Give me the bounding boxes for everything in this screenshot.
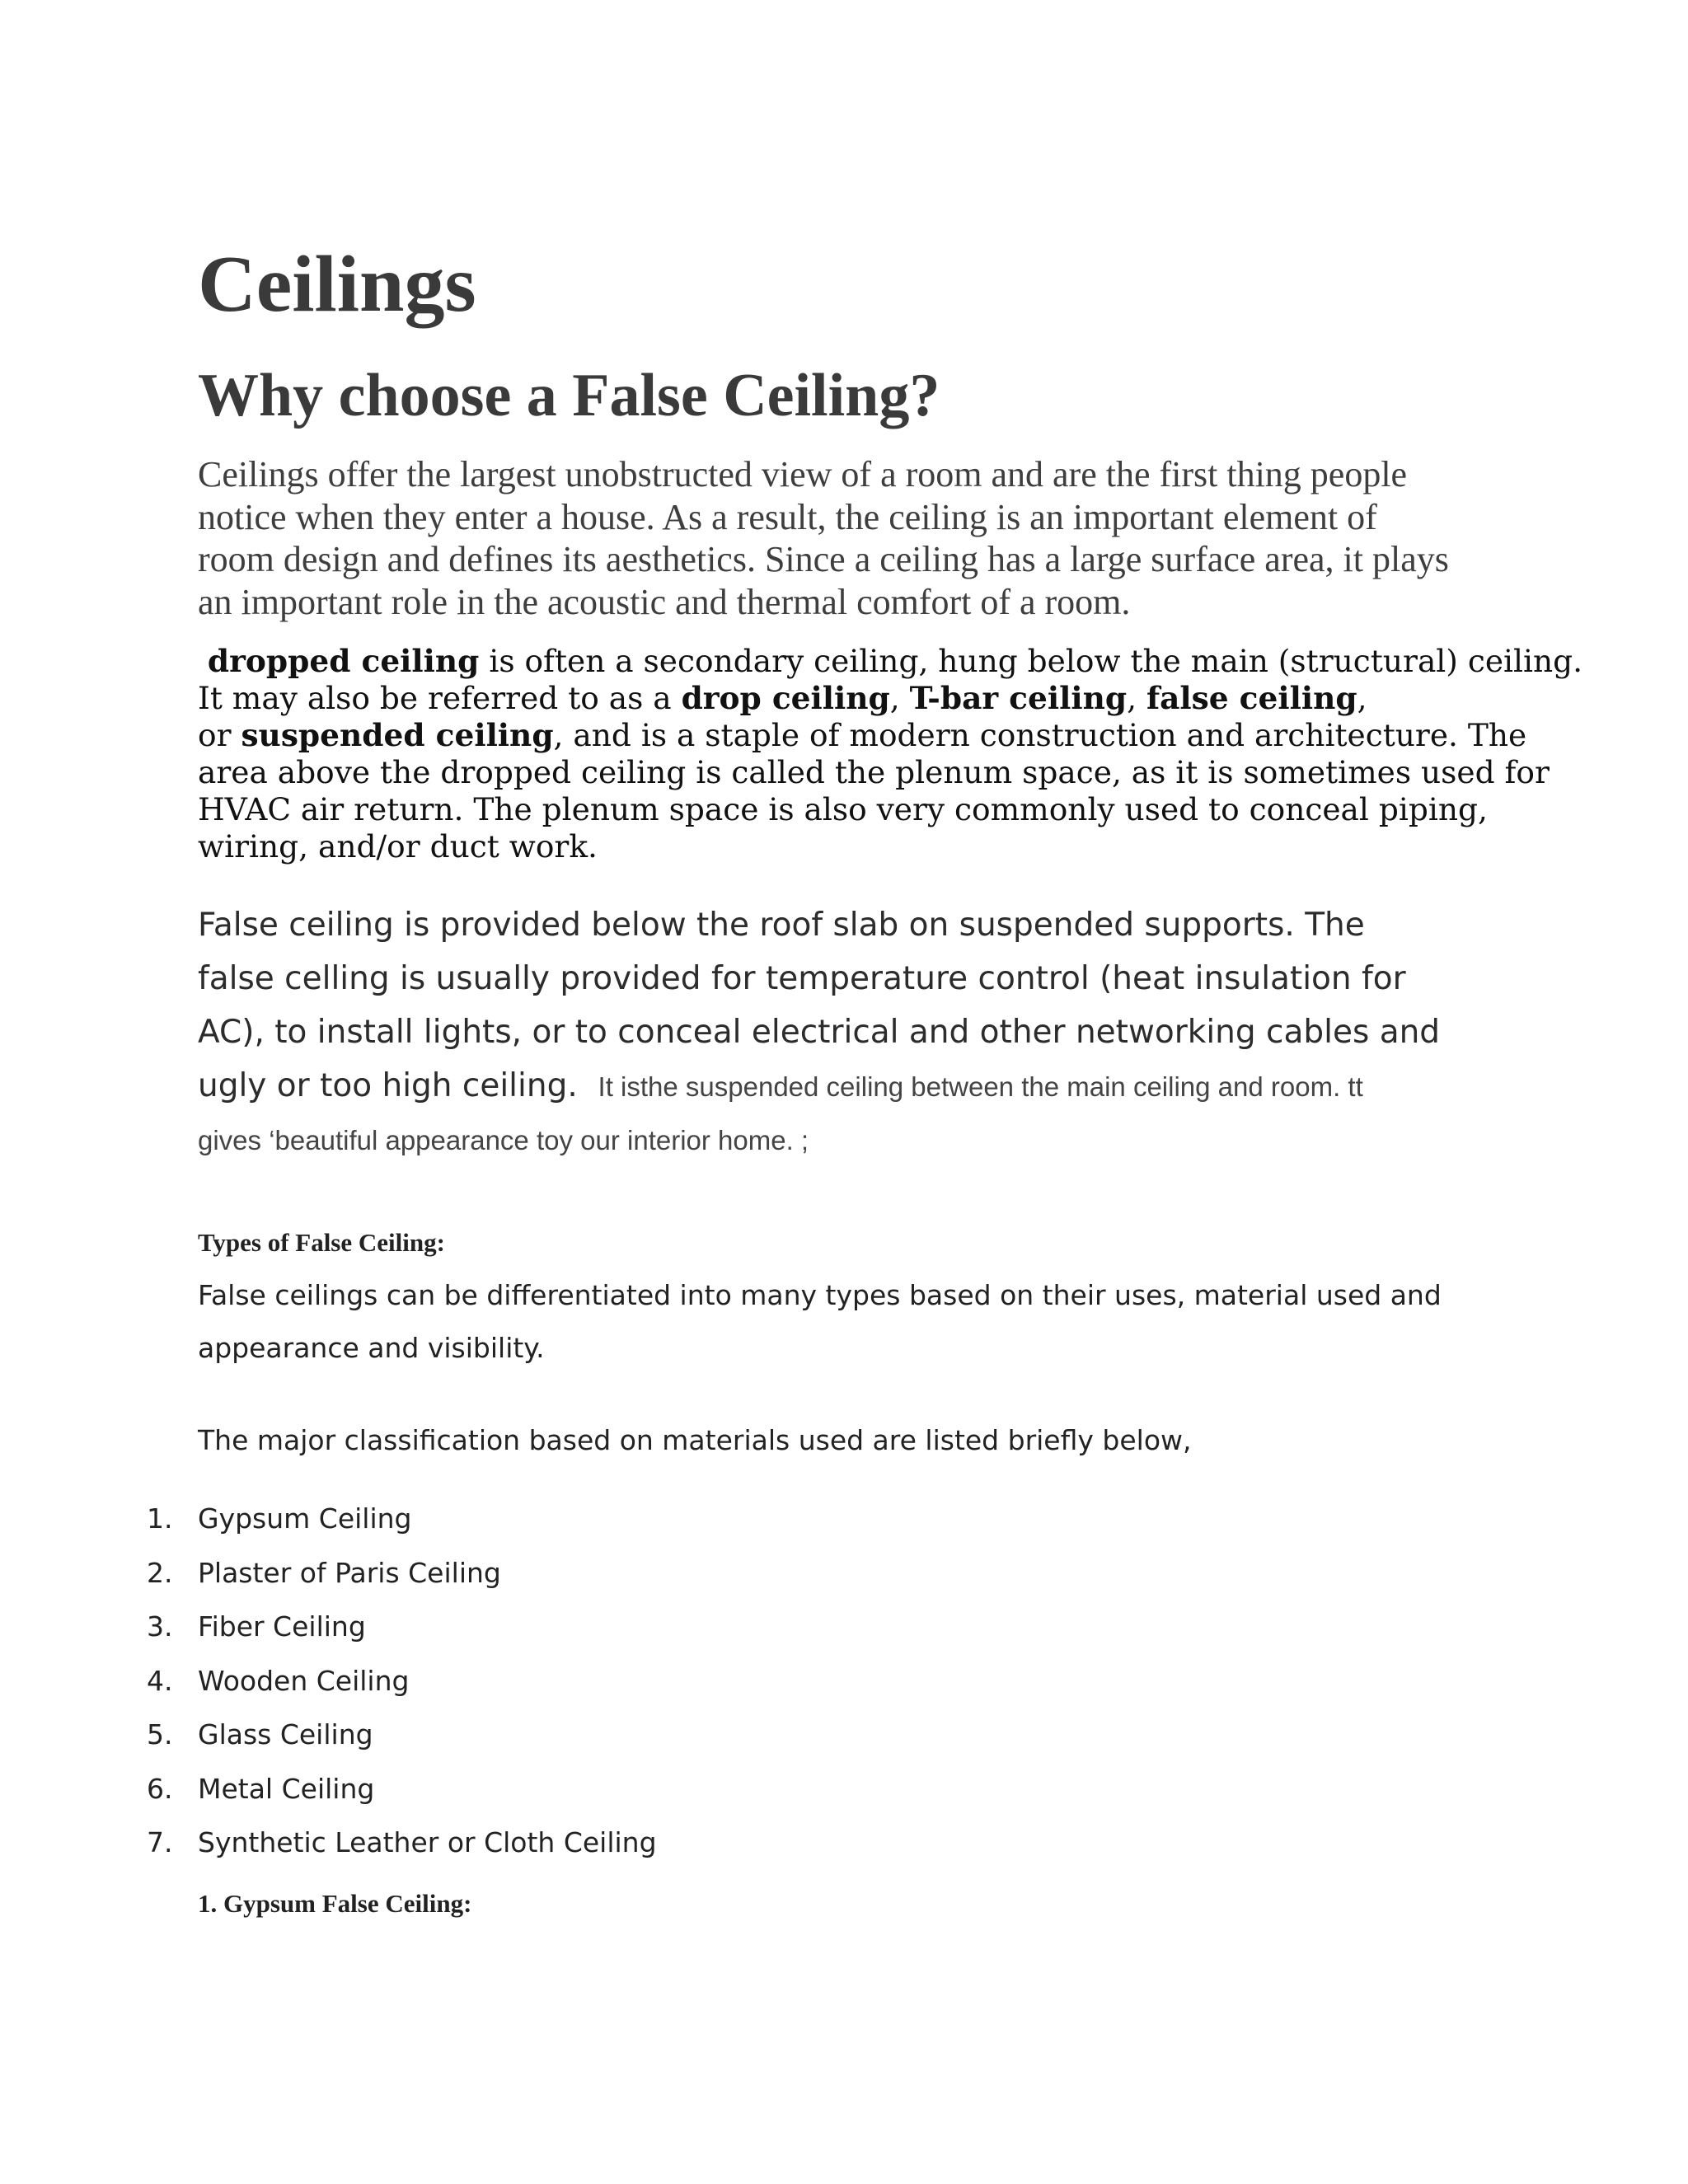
term-dropped-ceiling: dropped ceiling bbox=[207, 643, 480, 679]
list-item bbox=[140, 1762, 657, 1816]
list-number: 5. bbox=[147, 1718, 173, 1750]
definition-line bbox=[198, 717, 1582, 754]
gypsum-heading: 1. Gypsum False Ceiling: bbox=[198, 1889, 472, 1918]
list-item-label: Gypsum Ceiling bbox=[198, 1502, 412, 1535]
list-number: 4. bbox=[147, 1664, 173, 1697]
paragraph-small-line: gives ‘beautiful appearance toy our interior home. ; bbox=[198, 1125, 809, 1155]
list-number: 7. bbox=[147, 1826, 173, 1858]
intro-line: room design and defines its aesthetics. Since a ceiling has a large surface area, it plays bbox=[198, 539, 1449, 579]
paragraph-line: AC), to install lights, or to conceal electrical and other networking cables and bbox=[198, 1014, 1441, 1051]
list-item bbox=[140, 1546, 657, 1601]
list-item-label: Glass Ceiling bbox=[198, 1718, 373, 1750]
list-item bbox=[140, 1492, 657, 1546]
definition-line: area above the dropped ceiling is called the plenum space, as it is sometimes used for bbox=[198, 754, 1550, 790]
intro-line: Ceilings offer the largest unobstructed view of a room and are the first thing people bbox=[198, 454, 1408, 494]
paragraph-line bbox=[198, 1059, 1440, 1113]
definition-line bbox=[198, 643, 1582, 680]
list-number: 1. bbox=[147, 1502, 173, 1535]
definition-text: It may also be referred to as a bbox=[198, 680, 682, 716]
page-subtitle: Why choose a False Ceiling? bbox=[198, 362, 940, 429]
types-intro bbox=[198, 1269, 1442, 1375]
intro-paragraph bbox=[198, 453, 1500, 623]
paragraph-small-text: It isthe suspended ceiling between the main ceiling and room. tt bbox=[598, 1071, 1363, 1102]
definition-text: , and is a staple of modern construction and architecture. The bbox=[553, 717, 1527, 753]
definition-line: HVAC air return. The plenum space is also very commonly used to conceal piping, bbox=[198, 791, 1488, 827]
definition-text: is often a secondary ceiling, hung below the main (structural) ceiling. bbox=[479, 643, 1583, 679]
term-drop-ceiling: drop ceiling bbox=[681, 680, 890, 716]
list-item bbox=[140, 1708, 657, 1762]
list-item-label: Wooden Ceiling bbox=[198, 1664, 410, 1697]
definition-line: wiring, and/or duct work. bbox=[198, 828, 598, 865]
definition-text: or bbox=[198, 717, 241, 753]
types-intro-line: appearance and visibility. bbox=[198, 1332, 545, 1364]
list-number: 2. bbox=[147, 1556, 173, 1589]
list-item bbox=[140, 1654, 657, 1708]
list-number: 3. bbox=[147, 1610, 173, 1643]
page-title: Ceilings bbox=[198, 240, 476, 329]
list-item-label: Metal Ceiling bbox=[198, 1772, 375, 1805]
false-ceiling-paragraph bbox=[198, 898, 1440, 1167]
ceiling-types-list bbox=[140, 1492, 657, 1870]
paragraph-line: false celling is usually provided for temperature control (heat insulation for bbox=[198, 960, 1406, 997]
paragraph-line: False ceiling is provided below the roof slab on suspended supports. The bbox=[198, 907, 1365, 944]
term-t-bar-ceiling: T-bar ceiling bbox=[909, 680, 1128, 716]
list-item bbox=[140, 1600, 657, 1654]
term-suspended-ceiling: suspended ceiling bbox=[241, 717, 554, 753]
separator: , bbox=[1127, 680, 1146, 716]
list-item-label: Plaster of Paris Ceiling bbox=[198, 1556, 501, 1589]
definition-line bbox=[198, 680, 1582, 717]
list-number: 6. bbox=[147, 1772, 173, 1805]
dropped-ceiling-definition bbox=[198, 643, 1582, 865]
list-item bbox=[140, 1816, 657, 1870]
intro-line: notice when they enter a house. As a result, the ceiling is an important element of bbox=[198, 496, 1377, 537]
list-item-label: Fiber Ceiling bbox=[198, 1610, 366, 1643]
classification-intro: The major classification based on materials used are listed briefly below, bbox=[198, 1424, 1192, 1456]
intro-line: an important role in the acoustic and thermal comfort of a room. bbox=[198, 581, 1131, 622]
types-intro-line: False ceilings can be differentiated into many types based on their uses, material used and bbox=[198, 1279, 1442, 1311]
term-false-ceiling: false ceiling bbox=[1146, 680, 1357, 716]
list-item-label: Synthetic Leather or Cloth Ceiling bbox=[198, 1826, 657, 1858]
separator: , bbox=[1357, 680, 1367, 716]
paragraph-text: ugly or too high ceiling. bbox=[198, 1067, 578, 1104]
separator: , bbox=[889, 680, 910, 716]
types-heading: Types of False Ceiling: bbox=[198, 1228, 445, 1257]
